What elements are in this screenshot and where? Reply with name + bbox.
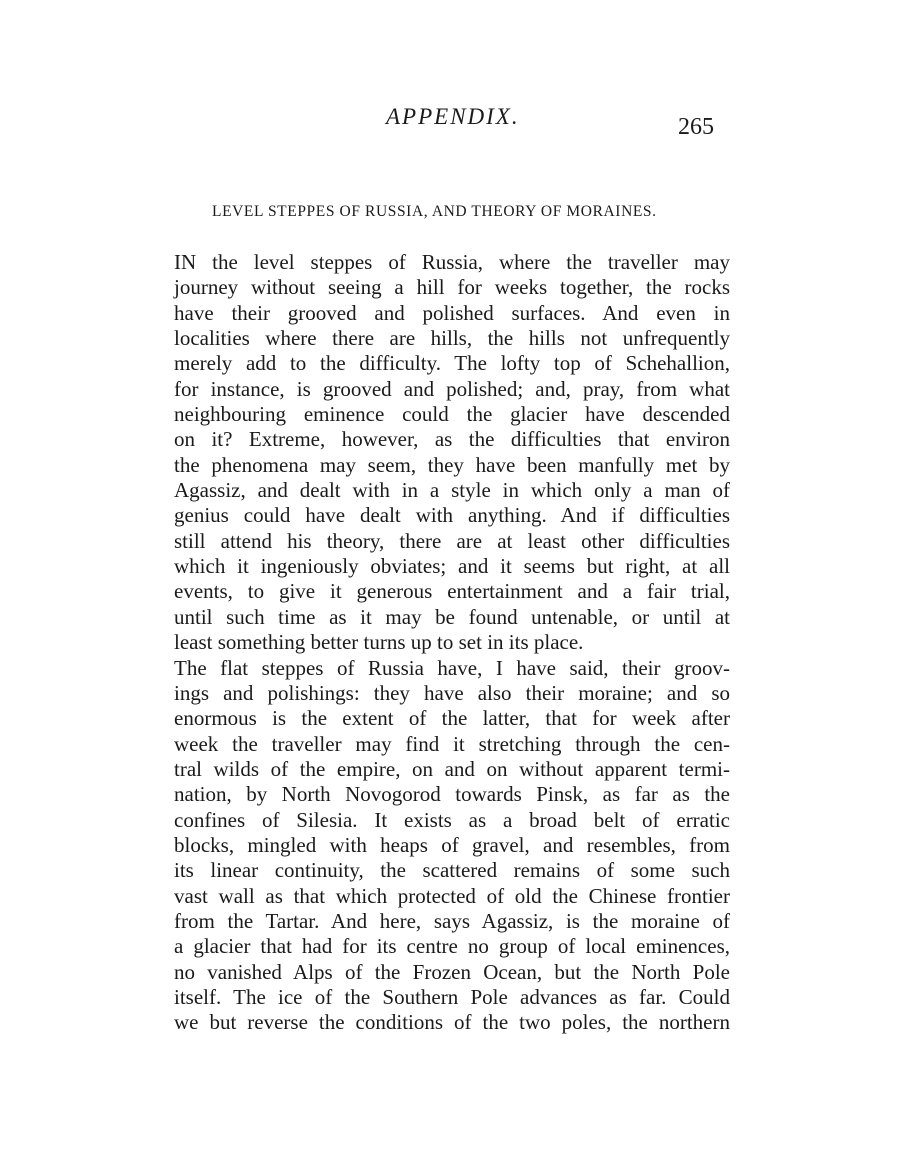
text-line: blocks, mingled with heaps of gravel, and resembles, from (174, 832, 730, 857)
text-line: which it ingeniously obviates; and it seems but right, at all (174, 554, 730, 579)
section-title: LEVEL STEPPES OF RUSSIA, AND THEORY OF MORAINES. (212, 203, 657, 220)
text-line: week the traveller may find it stretching through the cen- (174, 731, 730, 756)
paragraph-1 (174, 250, 730, 656)
text-line: no vanished Alps of the Frozen Ocean, but the North Pole (174, 959, 730, 984)
text-line: tral wilds of the empire, on and on without apparent termi- (174, 756, 730, 781)
text-line: until such time as it may be found untenable, or until at (174, 604, 730, 629)
text-line: a glacier that had for its centre no group of local eminences, (174, 934, 730, 959)
text-line: nation, by North Novogorod towards Pinsk, as far as the (174, 782, 730, 807)
text-line: Agassiz, and dealt with in a style in which only a man of (174, 478, 730, 503)
text-line: The flat steppes of Russia have, I have said, their groov- (174, 655, 730, 680)
text-line: vast wall as that which protected of old the Chinese frontier (174, 883, 730, 908)
text-line: localities where there are hills, the hills not unfrequently (174, 326, 730, 351)
text-line: have their grooved and polished surfaces. And even in (174, 300, 730, 325)
text-line: its linear continuity, the scattered remains of some such (174, 858, 730, 883)
text-line: for instance, is grooved and polished; and, pray, from what (174, 376, 730, 401)
text-line: least something better turns up to set in its place. (174, 630, 584, 655)
text-line: journey without seeing a hill for weeks together, the rocks (174, 275, 730, 300)
text-line: genius could have dealt with anything. And if difficulties (174, 503, 730, 528)
text-line: on it? Extreme, however, as the difficulties that environ (174, 427, 730, 452)
paragraph-2 (174, 656, 730, 1036)
text-line: we but reverse the conditions of the two poles, the northern (174, 1010, 730, 1035)
running-head (0, 100, 900, 140)
text-line: still attend his theory, there are at least other difficulties (174, 528, 730, 553)
page-number: 265 (678, 114, 714, 140)
body-text (174, 250, 730, 1036)
text-line: enormous is the extent of the latter, that for week after (174, 706, 730, 731)
text-line: itself. The ice of the Southern Pole advances as far. Could (174, 984, 730, 1009)
running-title: APPENDIX. (386, 104, 520, 129)
text-line: ings and polishings: they have also their moraine; and so (174, 680, 730, 705)
text-line: neighbouring eminence could the glacier have descended (174, 402, 730, 427)
text-line: confines of Silesia. It exists as a broad belt of erratic (174, 807, 730, 832)
text-line: from the Tartar. And here, says Agassiz, is the moraine of (174, 908, 730, 933)
text-line: IN the level steppes of Russia, where the traveller may (174, 250, 730, 274)
text-line: merely add to the difficulty. The lofty top of Schehallion, (174, 351, 730, 376)
text-line: the phenomena may seem, they have been manfully met by (174, 452, 730, 477)
text-line: events, to give it generous entertainment and a fair trial, (174, 579, 730, 604)
